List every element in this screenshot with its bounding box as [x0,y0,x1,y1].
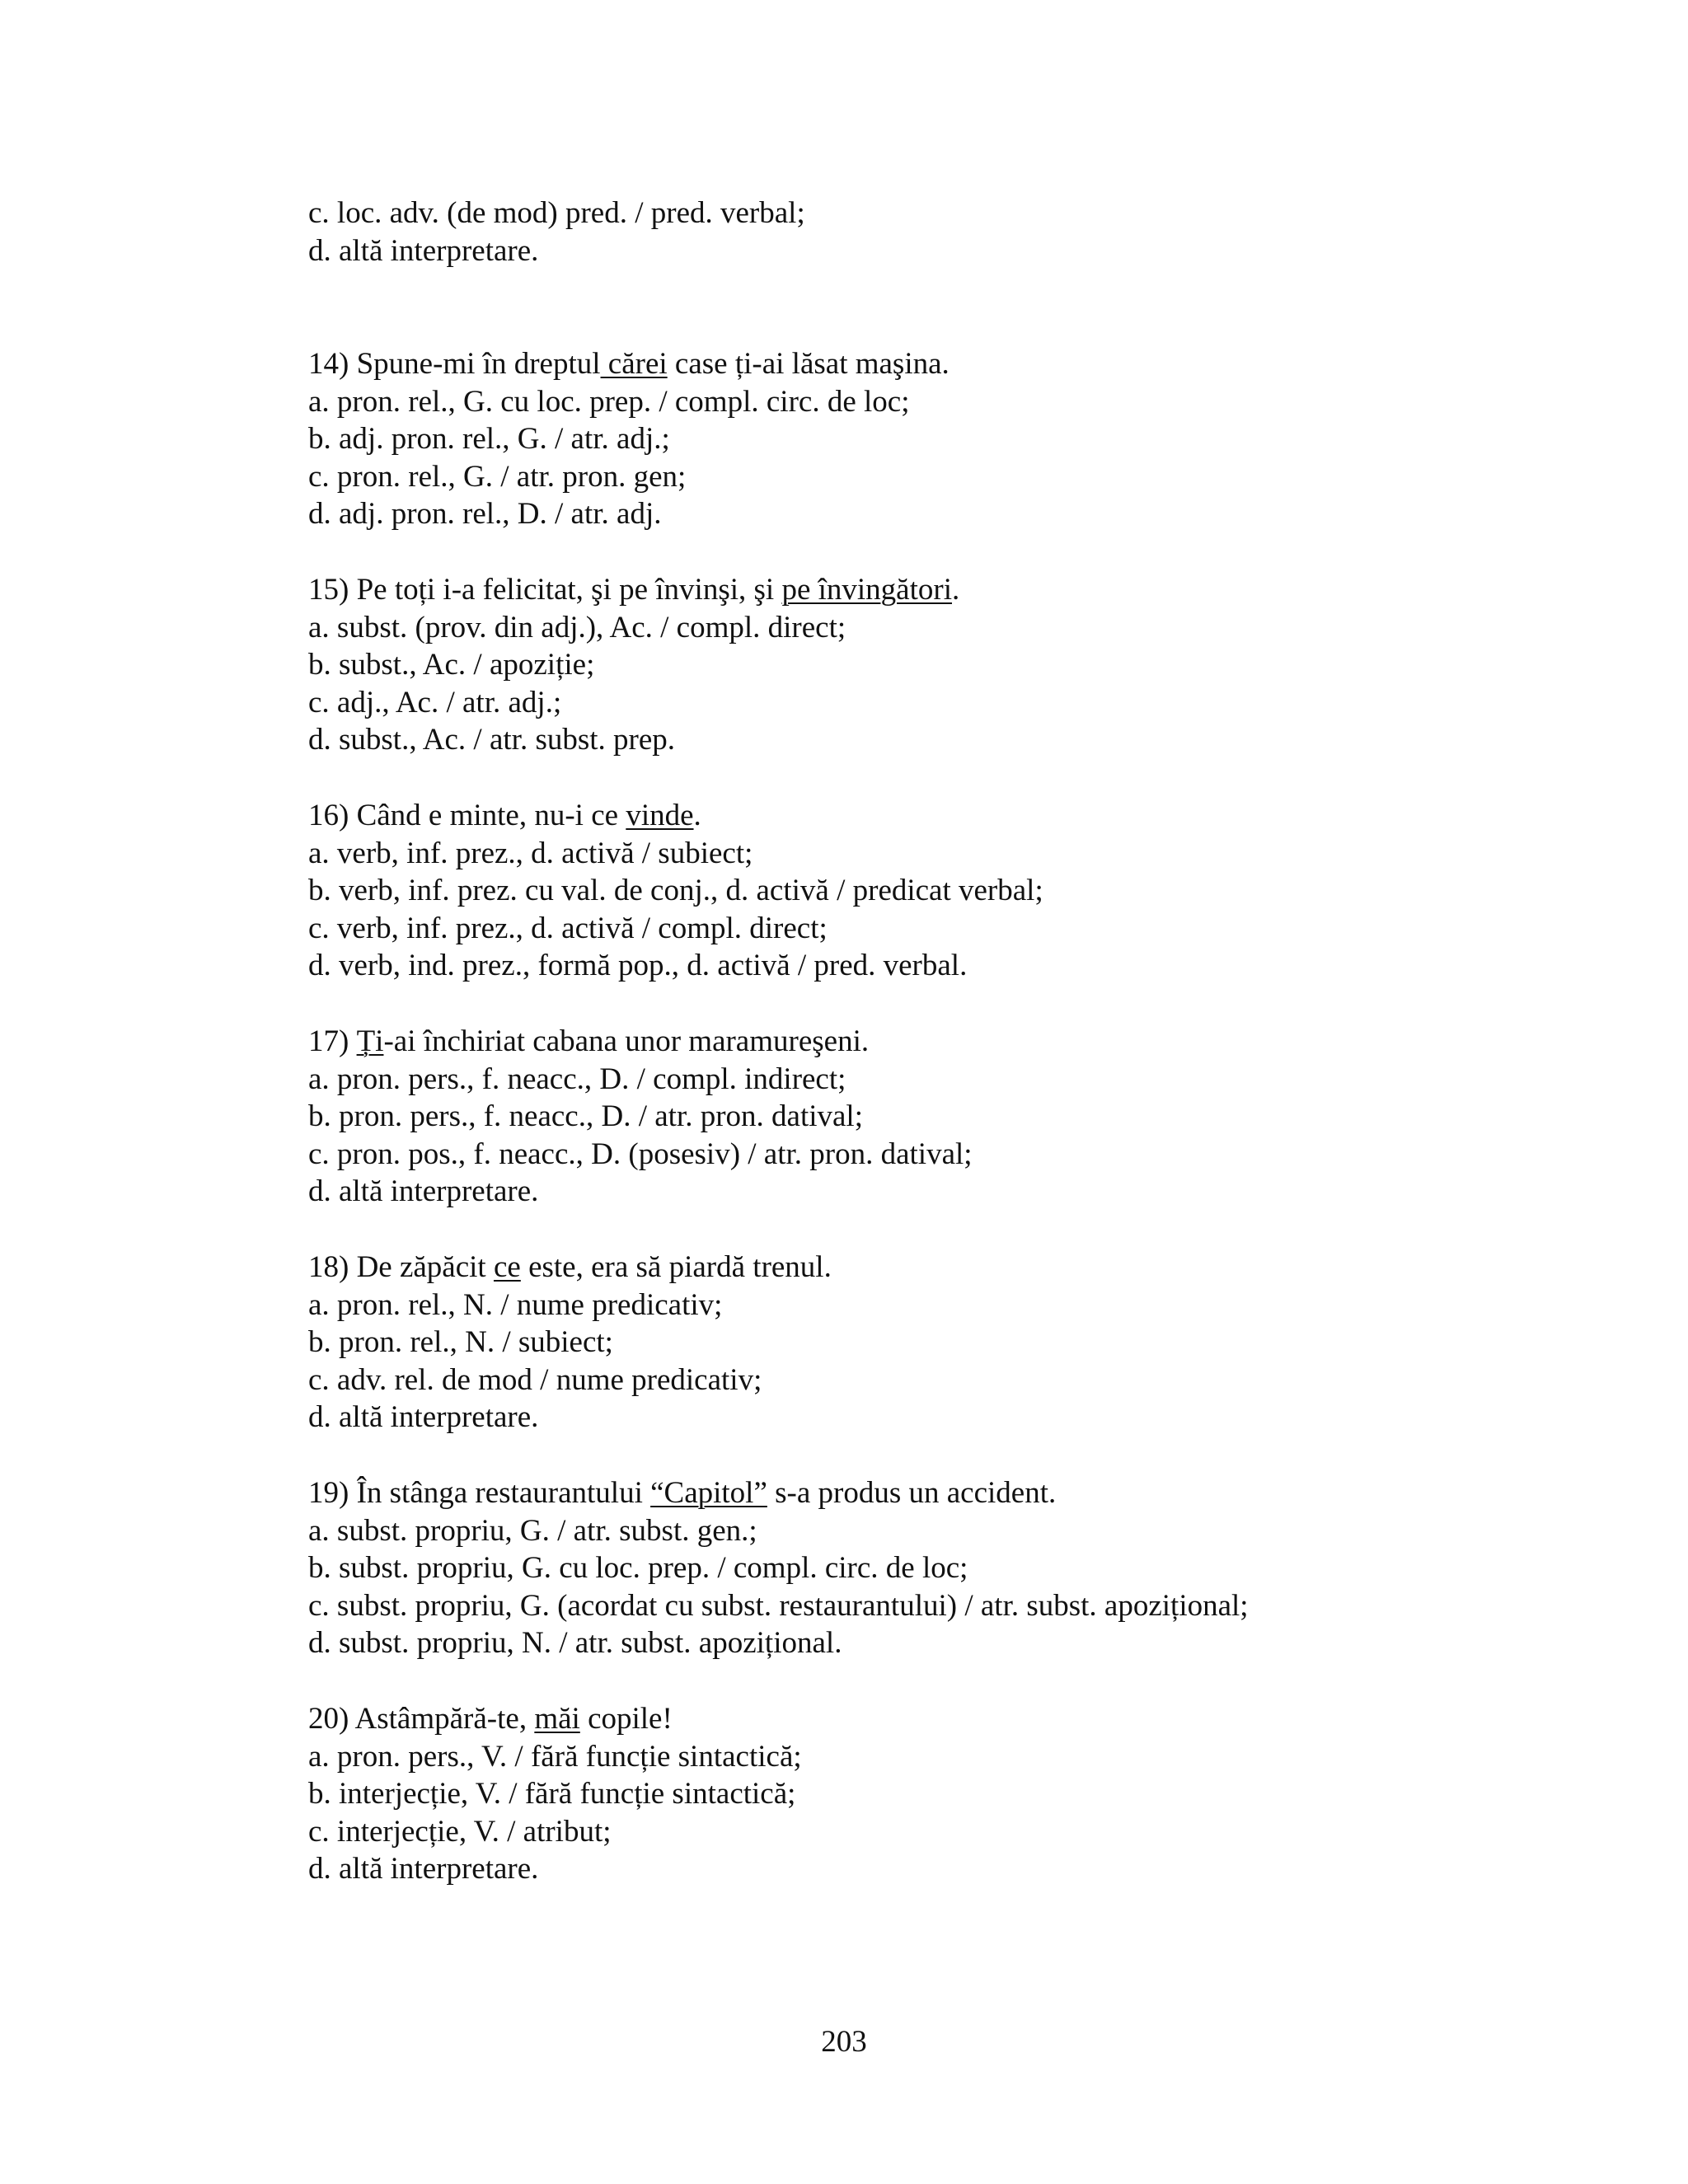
question-16 [308,797,1627,985]
page-number: 203 [821,2025,867,2059]
option-b: b. interjecție, V. / fără funcție sintactică; [308,1777,796,1811]
option-a: a. verb, inf. prez., d. activă / subiect; [308,836,753,870]
option-a: a. pron. pers., f. neacc., D. / compl. indirect; [308,1062,846,1096]
stem-text: 14) Spune-mi în dreptul [308,347,601,381]
option-b: b. subst., Ac. / apoziție; [308,648,595,682]
underlined-word: “Capitol” [650,1476,767,1510]
stem-text: 19) În stânga restaurantului [308,1476,651,1510]
stem-text: 15) Pe toți i-a felicitat, şi pe învinşi, şi [308,573,782,607]
option-b: b. pron. pers., f. neacc., D. / atr. pron. datival; [308,1099,863,1134]
option-c: c. pron. pos., f. neacc., D. (posesiv) / atr. pron. datival; [308,1137,973,1171]
option-a: a. subst. (prov. din adj.), Ac. / compl. direct; [308,610,846,644]
option-a: a. pron. pers., V. / fără funcție sintactică; [308,1739,802,1774]
question-stem [308,1023,1627,1061]
question-stem [308,1700,1627,1738]
question-14 [308,345,1627,533]
question-stem [308,571,1627,609]
question-17 [308,1023,1627,1211]
option-b: b. subst. propriu, G. cu loc. prep. / compl. circ. de loc; [308,1551,968,1586]
option-a: a. pron. rel., N. / nume predicativ; [308,1287,723,1322]
option-a: a. pron. rel., G. cu loc. prep. / compl. circ. de loc; [308,384,910,419]
question-15 [308,571,1627,759]
question-19 [308,1474,1627,1662]
stem-text: 20) Astâmpără-te, [308,1702,535,1736]
stem-text: s-a produs un accident. [767,1476,1057,1510]
question-stem [308,345,1627,383]
option-c: c. interjecție, V. / atribut; [308,1814,612,1849]
option-c: c. pron. rel., G. / atr. pron. gen; [308,459,687,494]
underlined-word: măi [534,1702,580,1736]
option-c: c. verb, inf. prez., d. activă / compl. direct; [308,911,828,945]
option-c: c. loc. adv. (de mod) pred. / pred. verbal; [308,196,805,230]
stem-text: . [693,799,701,832]
option-b: b. pron. rel., N. / subiect; [308,1325,613,1360]
stem-text: . [952,573,960,607]
option-b: b. verb, inf. prez. cu val. de conj., d. activă / predicat verbal; [308,874,1043,908]
option-d: d. altă interpretare. [308,1174,539,1209]
option-d: d. altă interpretare. [308,1400,539,1435]
stem-text: copile! [579,1702,673,1736]
option-c: c. adj., Ac. / atr. adj.; [308,685,562,719]
option-c: c. subst. propriu, G. (acordat cu subst. restaurantului) / atr. subst. apozițional; [308,1588,1249,1623]
underlined-word: Ți [356,1024,384,1058]
stem-text: case ți-ai lăsat maşina. [667,347,950,381]
option-d: d. subst. propriu, N. / atr. subst. apozițional. [308,1626,842,1661]
option-a: a. subst. propriu, G. / atr. subst. gen.; [308,1513,757,1548]
underlined-word: pe învingători [781,573,952,607]
question-stem [308,1474,1627,1512]
question-stem [308,1249,1627,1286]
option-d: d. adj. pron. rel., D. / atr. adj. [308,497,662,532]
option-b: b. adj. pron. rel., G. / atr. adj.; [308,422,670,457]
stem-text: 17) [308,1024,357,1058]
underlined-word: ce [493,1250,521,1284]
stem-text: este, era să piardă trenul. [520,1250,832,1284]
option-c: c. adv. rel. de mod / nume predicativ; [308,1362,762,1397]
underlined-word: cărei [600,347,668,381]
question-18 [308,1249,1627,1436]
stem-text: -ai închiriat cabana unor maramureşeni. [383,1024,870,1058]
option-d: d. altă interpretare. [308,1852,539,1886]
carryover-options [308,194,1627,269]
stem-text: 18) De zăpăcit [308,1250,494,1284]
question-20 [308,1700,1627,1888]
option-d: d. subst., Ac. / atr. subst. prep. [308,723,676,757]
question-stem [308,797,1627,835]
option-d: d. verb, ind. prez., formă pop., d. activă / pred. verbal. [308,949,968,983]
underlined-word: vinde [626,799,694,832]
option-d: d. altă interpretare. [308,233,539,268]
stem-text: 16) Când e minte, nu-i ce [308,799,626,832]
